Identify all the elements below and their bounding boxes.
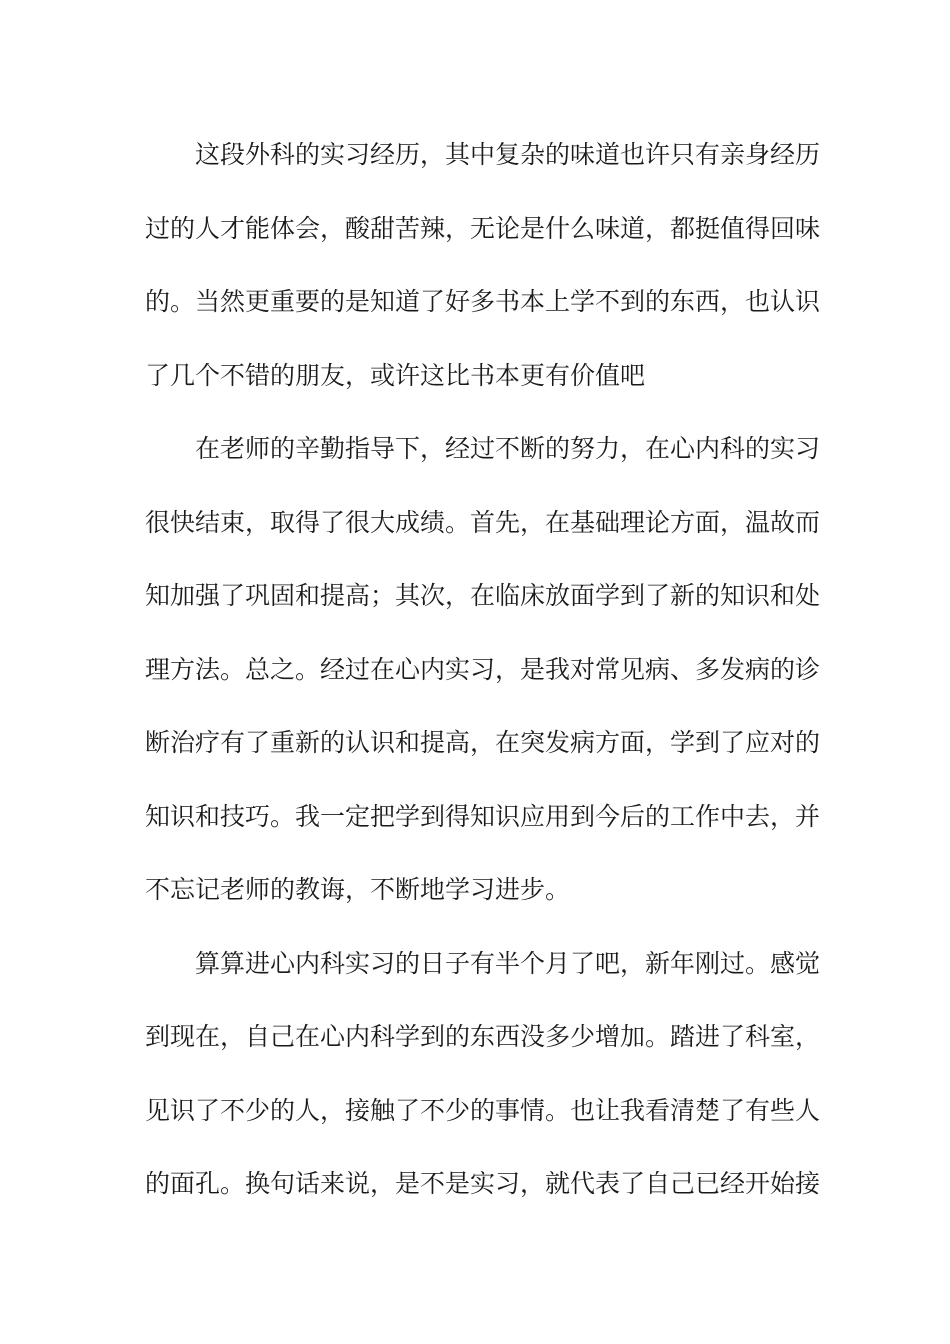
text-line: 的。当然更重要的是知道了好多书本上学不到的东西，也认识 — [145, 287, 821, 316]
text-line: 断治疗有了重新的认识和提高，在突发病方面，学到了应对的 — [145, 728, 821, 757]
document-body — [145, 118, 821, 1221]
text-line: 算算进心内科实习的日子有半个月了吧，新年刚过。感觉 — [195, 948, 821, 978]
paragraph-2 — [145, 412, 821, 927]
text-line: 这段外科的实习经历，其中复杂的味道也许只有亲身经历 — [195, 140, 821, 169]
text-line: 了几个不错的朋友，或许这比书本更有价值吧 — [145, 360, 646, 390]
text-line: 很快结束，取得了很大成绩。首先，在基础理论方面，温故而 — [145, 507, 821, 537]
paragraph-3 — [145, 927, 821, 1221]
text-line: 理方法。总之。经过在心内实习，是我对常见病、多发病的诊 — [145, 654, 821, 684]
text-line: 知加强了巩固和提高；其次，在临床放面学到了新的知识和处 — [145, 581, 821, 610]
text-line: 知识和技巧。我一定把学到得知识应用到今后的工作中去，并 — [145, 801, 821, 831]
text-line: 的面孔。换句话来说，是不是实习，就代表了自己已经开始接 — [145, 1169, 821, 1198]
text-line: 到现在，自己在心内科学到的东西没多少增加。踏进了科室， — [145, 1022, 821, 1051]
text-line: 过的人才能体会，酸甜苦辣，无论是什么味道，都挺值得回味 — [145, 213, 821, 243]
text-line: 见识了不少的人，接触了不少的事情。也让我看清楚了有些人 — [145, 1095, 821, 1125]
text-line: 在老师的辛勤指导下，经过不断的努力，在心内科的实习 — [195, 434, 821, 463]
paragraph-1 — [145, 118, 821, 412]
text-line: 不忘记老师的教诲，不断地学习进步。 — [145, 875, 571, 904]
